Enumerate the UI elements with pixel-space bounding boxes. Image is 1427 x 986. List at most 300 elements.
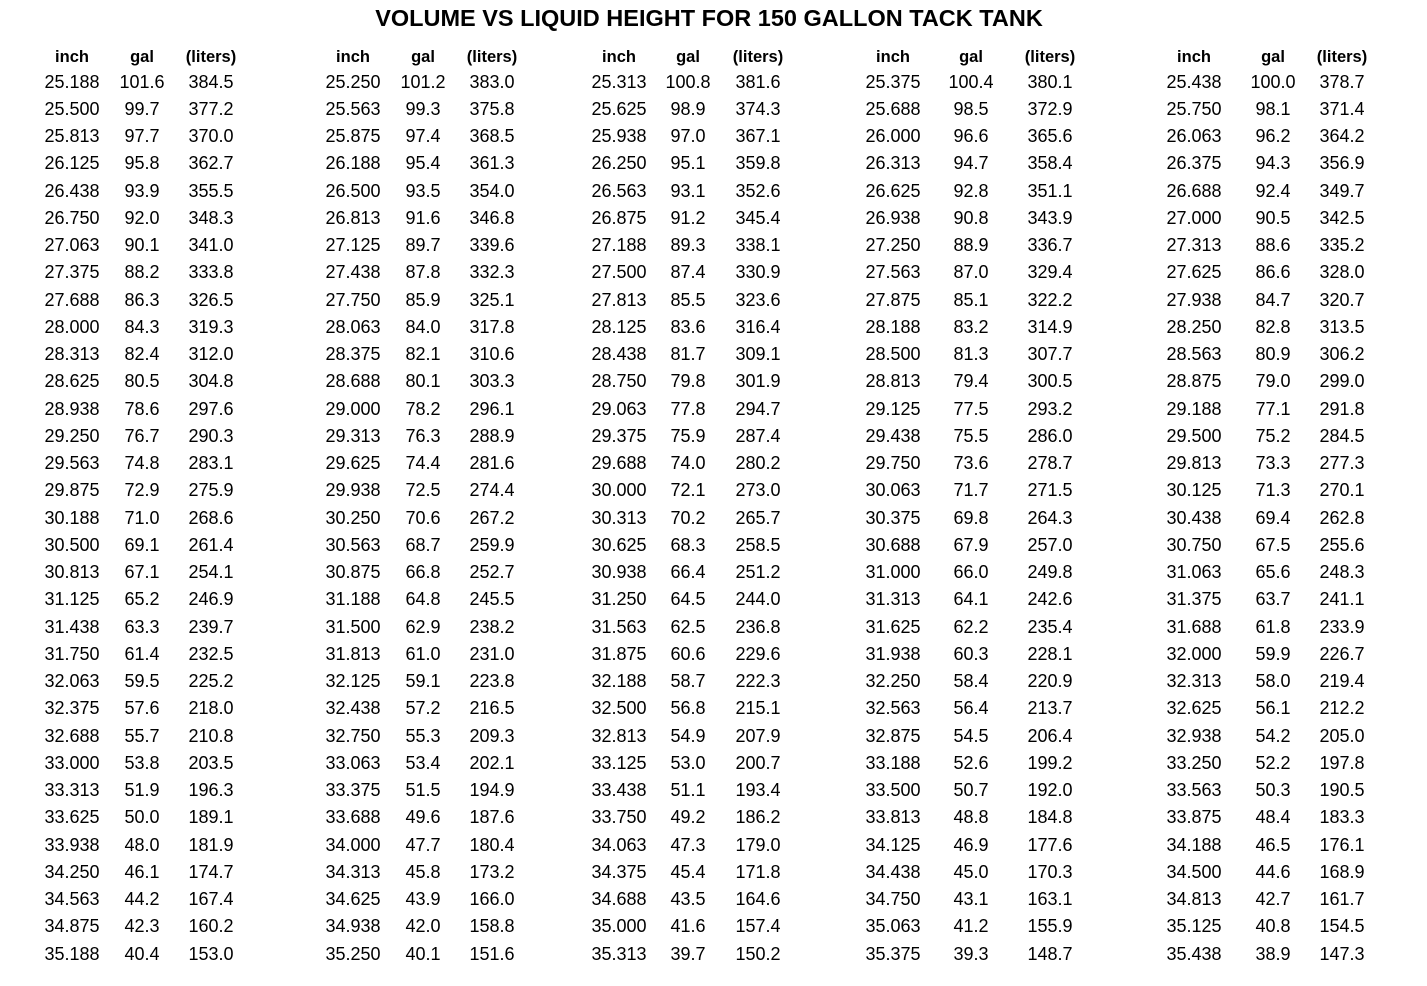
cell-inch: 27.250 [865, 235, 921, 255]
cell-gal: 79.0 [1255, 371, 1291, 392]
cell-inch: 25.813 [44, 126, 100, 146]
cell-liters: 323.6 [735, 289, 781, 310]
cell-gal: 58.0 [1255, 671, 1291, 691]
cell-inch: 29.563 [44, 453, 100, 473]
cell-liters: 316.4 [735, 316, 781, 337]
cell-gal: 97.4 [405, 126, 441, 146]
cell-liters: 328.0 [1319, 262, 1365, 283]
header-liters: (liters) [466, 48, 518, 66]
cell-gal: 76.3 [405, 425, 441, 446]
cell-inch: 29.500 [1166, 425, 1222, 446]
cell-liters: 155.9 [1027, 916, 1073, 937]
cell-inch: 31.188 [325, 589, 381, 610]
cell-liters: 181.9 [188, 834, 234, 855]
cell-liters: 167.4 [188, 889, 234, 909]
cell-liters: 274.4 [469, 480, 515, 501]
cell-liters: 377.2 [188, 98, 234, 119]
cell-inch: 32.500 [591, 698, 647, 719]
cell-liters: 150.2 [735, 943, 781, 964]
cell-gal: 86.6 [1255, 262, 1291, 283]
cell-inch: 32.375 [44, 698, 100, 719]
cell-gal: 42.7 [1255, 889, 1291, 909]
cell-gal: 55.3 [405, 725, 441, 746]
cell-gal: 63.7 [1255, 589, 1291, 610]
cell-gal: 64.8 [405, 589, 441, 610]
cell-inch: 33.625 [44, 807, 100, 828]
cell-gal: 77.5 [953, 398, 989, 419]
cell-inch: 32.438 [325, 698, 381, 719]
cell-gal: 90.5 [1255, 207, 1291, 228]
cell-liters: 362.7 [188, 153, 234, 174]
cell-inch: 28.750 [591, 371, 647, 392]
header-gal: gal [1261, 48, 1285, 66]
cell-inch: 26.750 [44, 207, 100, 228]
cell-gal: 63.3 [124, 616, 160, 637]
cell-gal: 45.0 [953, 861, 989, 882]
cell-inch: 33.063 [325, 752, 381, 773]
cell-gal: 58.4 [953, 671, 989, 691]
cell-inch: 26.688 [1166, 180, 1222, 201]
cell-liters: 339.6 [469, 235, 515, 255]
cell-gal: 83.6 [670, 316, 706, 337]
cell-gal: 75.9 [670, 425, 706, 446]
cell-inch: 34.813 [1166, 889, 1222, 909]
cell-inch: 34.188 [1166, 834, 1222, 855]
cell-gal: 71.7 [953, 480, 989, 501]
header-liters: (liters) [185, 48, 237, 66]
cell-inch: 29.313 [325, 425, 381, 446]
cell-inch: 31.313 [865, 589, 921, 610]
cell-liters: 291.8 [1319, 398, 1365, 419]
cell-inch: 30.813 [44, 562, 100, 582]
cell-inch: 32.563 [865, 698, 921, 719]
cell-gal: 71.0 [124, 507, 160, 528]
cell-gal: 72.9 [124, 480, 160, 501]
cell-inch: 32.938 [1166, 725, 1222, 746]
cell-liters: 200.7 [735, 752, 781, 773]
cell-liters: 258.5 [735, 534, 781, 555]
cell-gal: 80.5 [124, 371, 160, 392]
cell-inch: 26.125 [44, 153, 100, 174]
cell-gal: 98.1 [1255, 98, 1291, 119]
cell-liters: 207.9 [735, 725, 781, 746]
cell-liters: 307.7 [1027, 344, 1073, 364]
cell-liters: 248.3 [1319, 562, 1365, 582]
cell-inch: 34.375 [591, 861, 647, 882]
cell-liters: 194.9 [469, 780, 515, 800]
cell-gal: 74.4 [405, 453, 441, 473]
cell-inch: 27.125 [325, 235, 381, 255]
cell-inch: 28.813 [865, 371, 921, 392]
cell-liters: 329.4 [1027, 262, 1073, 283]
cell-liters: 218.0 [188, 698, 234, 719]
cell-gal: 41.6 [670, 916, 706, 937]
cell-liters: 216.5 [469, 698, 515, 719]
cell-inch: 31.875 [591, 643, 647, 664]
cell-gal: 99.3 [405, 98, 441, 119]
cell-liters: 226.7 [1319, 643, 1365, 664]
cell-inch: 32.875 [865, 725, 921, 746]
cell-liters: 245.5 [469, 589, 515, 610]
cell-gal: 73.6 [953, 453, 989, 473]
cell-liters: 268.6 [188, 507, 234, 528]
cell-inch: 33.750 [591, 807, 647, 828]
cell-liters: 277.3 [1319, 453, 1365, 473]
cell-gal: 41.2 [953, 916, 989, 937]
cell-inch: 34.563 [44, 889, 100, 909]
cell-inch: 33.938 [44, 834, 100, 855]
cell-inch: 33.875 [1166, 807, 1222, 828]
header-liters: (liters) [1316, 48, 1368, 66]
cell-gal: 87.4 [670, 262, 706, 283]
cell-liters: 319.3 [188, 316, 234, 337]
cell-liters: 284.5 [1319, 425, 1365, 446]
cell-inch: 28.563 [1166, 344, 1222, 364]
cell-gal: 74.8 [124, 453, 160, 473]
cell-gal: 38.9 [1255, 943, 1291, 964]
cell-liters: 196.3 [188, 780, 234, 800]
cell-gal: 87.8 [405, 262, 441, 283]
cell-gal: 83.2 [953, 316, 989, 337]
cell-gal: 88.2 [124, 262, 160, 283]
cell-gal: 48.4 [1255, 807, 1291, 828]
cell-inch: 29.250 [44, 425, 100, 446]
cell-inch: 29.438 [865, 425, 921, 446]
cell-liters: 380.1 [1027, 71, 1073, 92]
header-gal: gal [959, 48, 983, 66]
cell-inch: 34.000 [325, 834, 381, 855]
cell-inch: 27.188 [591, 235, 647, 255]
cell-inch: 28.688 [325, 371, 381, 392]
cell-inch: 28.313 [44, 344, 100, 364]
cell-inch: 31.625 [865, 616, 921, 637]
cell-gal: 64.5 [670, 589, 706, 610]
cell-liters: 239.7 [188, 616, 234, 637]
cell-gal: 97.0 [670, 126, 706, 146]
cell-liters: 242.6 [1027, 589, 1073, 610]
cell-liters: 359.8 [735, 153, 781, 174]
cell-liters: 232.5 [188, 643, 234, 664]
cell-gal: 75.5 [953, 425, 989, 446]
cell-inch: 31.938 [865, 643, 921, 664]
cell-inch: 30.313 [591, 507, 647, 528]
cell-liters: 231.0 [469, 643, 515, 664]
cell-gal: 56.1 [1255, 698, 1291, 719]
cell-gal: 95.8 [124, 153, 160, 174]
cell-liters: 164.6 [735, 889, 781, 909]
cell-liters: 288.9 [469, 425, 515, 446]
cell-inch: 35.000 [591, 916, 647, 937]
cell-inch: 26.313 [865, 153, 921, 174]
cell-gal: 101.2 [400, 71, 446, 92]
cell-inch: 35.063 [865, 916, 921, 937]
cell-liters: 365.6 [1027, 126, 1073, 146]
cell-gal: 60.3 [953, 643, 989, 664]
cell-inch: 32.688 [44, 725, 100, 746]
cell-gal: 85.5 [670, 289, 706, 310]
cell-liters: 220.9 [1027, 671, 1073, 691]
header-inch: inch [602, 48, 636, 66]
cell-liters: 261.4 [188, 534, 234, 555]
cell-inch: 28.875 [1166, 371, 1222, 392]
cell-liters: 241.1 [1319, 589, 1365, 610]
cell-gal: 75.2 [1255, 425, 1291, 446]
cell-gal: 95.4 [405, 153, 441, 174]
cell-inch: 29.125 [865, 398, 921, 419]
cell-liters: 333.8 [188, 262, 234, 283]
cell-gal: 91.2 [670, 207, 706, 228]
cell-gal: 84.7 [1255, 289, 1291, 310]
cell-inch: 29.750 [865, 453, 921, 473]
cell-gal: 92.8 [953, 180, 989, 201]
cell-gal: 48.0 [124, 834, 160, 855]
cell-liters: 255.6 [1319, 534, 1365, 555]
cell-gal: 82.8 [1255, 316, 1291, 337]
cell-gal: 60.6 [670, 643, 706, 664]
cell-gal: 70.6 [405, 507, 441, 528]
cell-inch: 28.188 [865, 316, 921, 337]
cell-gal: 66.8 [405, 562, 441, 582]
cell-inch: 33.438 [591, 780, 647, 800]
cell-liters: 355.5 [188, 180, 234, 201]
cell-liters: 283.1 [188, 453, 234, 473]
cell-liters: 262.8 [1319, 507, 1365, 528]
cell-liters: 297.6 [188, 398, 234, 419]
cell-gal: 61.8 [1255, 616, 1291, 637]
cell-inch: 26.875 [591, 207, 647, 228]
cell-inch: 27.563 [865, 262, 921, 283]
cell-gal: 93.1 [670, 180, 706, 201]
cell-gal: 70.2 [670, 507, 706, 528]
cell-gal: 59.9 [1255, 643, 1291, 664]
cell-liters: 287.4 [735, 425, 781, 446]
cell-inch: 33.688 [325, 807, 381, 828]
cell-gal: 51.1 [670, 780, 706, 800]
cell-liters: 293.2 [1027, 398, 1073, 419]
cell-gal: 67.9 [953, 534, 989, 555]
cell-inch: 26.938 [865, 207, 921, 228]
cell-gal: 98.9 [670, 98, 706, 119]
cell-liters: 160.2 [188, 916, 234, 937]
cell-gal: 65.6 [1255, 562, 1291, 582]
cell-inch: 32.313 [1166, 671, 1222, 691]
cell-inch: 29.063 [591, 398, 647, 419]
cell-inch: 33.375 [325, 780, 381, 800]
cell-liters: 183.3 [1319, 807, 1365, 828]
cell-gal: 99.7 [124, 98, 160, 119]
cell-inch: 33.563 [1166, 780, 1222, 800]
cell-inch: 27.313 [1166, 235, 1222, 255]
cell-inch: 35.438 [1166, 943, 1222, 964]
cell-gal: 67.1 [124, 562, 160, 582]
cell-inch: 28.250 [1166, 316, 1222, 337]
cell-liters: 286.0 [1027, 425, 1073, 446]
cell-gal: 57.6 [124, 698, 160, 719]
cell-inch: 34.250 [44, 861, 100, 882]
cell-inch: 25.313 [591, 71, 647, 92]
cell-gal: 91.6 [405, 207, 441, 228]
cell-liters: 372.9 [1027, 98, 1073, 119]
cell-liters: 352.6 [735, 180, 781, 201]
cell-inch: 29.188 [1166, 398, 1222, 419]
cell-liters: 210.8 [188, 725, 234, 746]
cell-inch: 31.125 [44, 589, 100, 610]
cell-inch: 28.438 [591, 344, 647, 364]
cell-inch: 30.000 [591, 480, 647, 501]
cell-inch: 27.750 [325, 289, 381, 310]
cell-gal: 42.3 [124, 916, 160, 937]
cell-inch: 35.250 [325, 943, 381, 964]
cell-liters: 371.4 [1319, 98, 1365, 119]
cell-gal: 51.9 [124, 780, 160, 800]
cell-liters: 273.0 [735, 480, 781, 501]
cell-gal: 54.5 [953, 725, 989, 746]
cell-inch: 29.938 [325, 480, 381, 501]
cell-inch: 33.500 [865, 780, 921, 800]
cell-gal: 96.6 [953, 126, 989, 146]
cell-inch: 31.438 [44, 616, 100, 637]
cell-inch: 25.625 [591, 98, 647, 119]
cell-inch: 31.813 [325, 643, 381, 664]
cell-inch: 25.250 [325, 71, 381, 92]
cell-liters: 249.8 [1027, 562, 1073, 582]
cell-inch: 25.563 [325, 98, 381, 119]
cell-gal: 76.7 [124, 425, 160, 446]
cell-gal: 80.9 [1255, 344, 1291, 364]
cell-gal: 51.5 [405, 780, 441, 800]
cell-inch: 34.750 [865, 889, 921, 909]
cell-liters: 179.0 [735, 834, 781, 855]
cell-liters: 312.0 [188, 344, 234, 364]
cell-liters: 368.5 [469, 126, 515, 146]
cell-gal: 71.3 [1255, 480, 1291, 501]
cell-inch: 32.000 [1166, 643, 1222, 664]
cell-gal: 44.6 [1255, 861, 1291, 882]
cell-inch: 31.375 [1166, 589, 1222, 610]
cell-liters: 166.0 [469, 889, 515, 909]
cell-gal: 79.4 [953, 371, 989, 392]
cell-liters: 228.1 [1027, 643, 1073, 664]
cell-inch: 26.500 [325, 180, 381, 201]
cell-inch: 33.250 [1166, 752, 1222, 773]
cell-liters: 174.7 [188, 861, 234, 882]
cell-inch: 33.313 [44, 780, 100, 800]
cell-liters: 354.0 [469, 180, 515, 201]
cell-inch: 26.000 [865, 126, 921, 146]
cell-liters: 244.0 [735, 589, 781, 610]
header-liters: (liters) [1024, 48, 1076, 66]
cell-gal: 98.5 [953, 98, 989, 119]
cell-liters: 168.9 [1319, 861, 1365, 882]
cell-inch: 25.375 [865, 71, 921, 92]
cell-inch: 30.688 [865, 534, 921, 555]
cell-liters: 154.5 [1319, 916, 1365, 937]
cell-liters: 206.4 [1027, 725, 1073, 746]
cell-inch: 27.063 [44, 235, 100, 255]
cell-inch: 29.000 [325, 398, 381, 419]
cell-gal: 85.9 [405, 289, 441, 310]
cell-inch: 27.438 [325, 262, 381, 283]
cell-inch: 26.063 [1166, 126, 1222, 146]
cell-gal: 101.6 [119, 71, 165, 92]
cell-liters: 265.7 [735, 507, 781, 528]
cell-inch: 34.500 [1166, 861, 1222, 882]
cell-gal: 84.0 [405, 316, 441, 337]
cell-gal: 50.0 [124, 807, 160, 828]
cell-liters: 325.1 [469, 289, 515, 310]
cell-liters: 320.7 [1319, 289, 1365, 310]
cell-liters: 219.4 [1319, 671, 1365, 691]
cell-liters: 203.5 [188, 752, 234, 773]
cell-gal: 80.1 [405, 371, 441, 392]
cell-gal: 69.1 [124, 534, 160, 555]
cell-gal: 65.2 [124, 589, 160, 610]
cell-liters: 163.1 [1027, 889, 1073, 909]
cell-inch: 27.688 [44, 289, 100, 310]
cell-gal: 47.3 [670, 834, 706, 855]
cell-liters: 223.8 [469, 671, 515, 691]
cell-gal: 88.9 [953, 235, 989, 255]
cell-liters: 332.3 [469, 262, 515, 283]
header-inch: inch [55, 48, 89, 66]
cell-gal: 95.1 [670, 153, 706, 174]
cell-liters: 186.2 [735, 807, 781, 828]
cell-gal: 39.3 [953, 943, 989, 964]
cell-gal: 53.4 [405, 752, 441, 773]
cell-inch: 34.438 [865, 861, 921, 882]
cell-inch: 32.188 [591, 671, 647, 691]
cell-gal: 78.2 [405, 398, 441, 419]
cell-gal: 100.0 [1250, 71, 1296, 92]
cell-inch: 28.500 [865, 344, 921, 364]
cell-inch: 28.375 [325, 344, 381, 364]
cell-inch: 35.313 [591, 943, 647, 964]
cell-liters: 259.9 [469, 534, 515, 555]
cell-gal: 84.3 [124, 316, 160, 337]
cell-gal: 90.1 [124, 235, 160, 255]
cell-gal: 92.0 [124, 207, 160, 228]
cell-liters: 197.8 [1319, 752, 1365, 773]
cell-liters: 370.0 [188, 126, 234, 146]
cell-inch: 26.188 [325, 153, 381, 174]
cell-inch: 25.500 [44, 98, 100, 119]
cell-liters: 381.6 [735, 71, 781, 92]
cell-liters: 177.6 [1027, 834, 1073, 855]
cell-inch: 27.500 [591, 262, 647, 283]
cell-gal: 100.8 [665, 71, 711, 92]
cell-liters: 361.3 [469, 153, 515, 174]
cell-liters: 358.4 [1027, 153, 1073, 174]
cell-liters: 148.7 [1027, 943, 1073, 964]
cell-inch: 28.125 [591, 316, 647, 337]
cell-inch: 29.375 [591, 425, 647, 446]
cell-inch: 30.625 [591, 534, 647, 555]
cell-gal: 52.2 [1255, 752, 1291, 773]
cell-gal: 59.1 [405, 671, 441, 691]
cell-liters: 299.0 [1319, 371, 1365, 392]
cell-liters: 326.5 [188, 289, 234, 310]
cell-gal: 72.5 [405, 480, 441, 501]
cell-gal: 89.7 [405, 235, 441, 255]
cell-liters: 330.9 [735, 262, 781, 283]
cell-liters: 205.0 [1319, 725, 1365, 746]
cell-liters: 229.6 [735, 643, 781, 664]
cell-liters: 246.9 [188, 589, 234, 610]
cell-inch: 32.750 [325, 725, 381, 746]
cell-gal: 47.7 [405, 834, 441, 855]
cell-liters: 281.6 [469, 453, 515, 473]
cell-inch: 31.688 [1166, 616, 1222, 637]
